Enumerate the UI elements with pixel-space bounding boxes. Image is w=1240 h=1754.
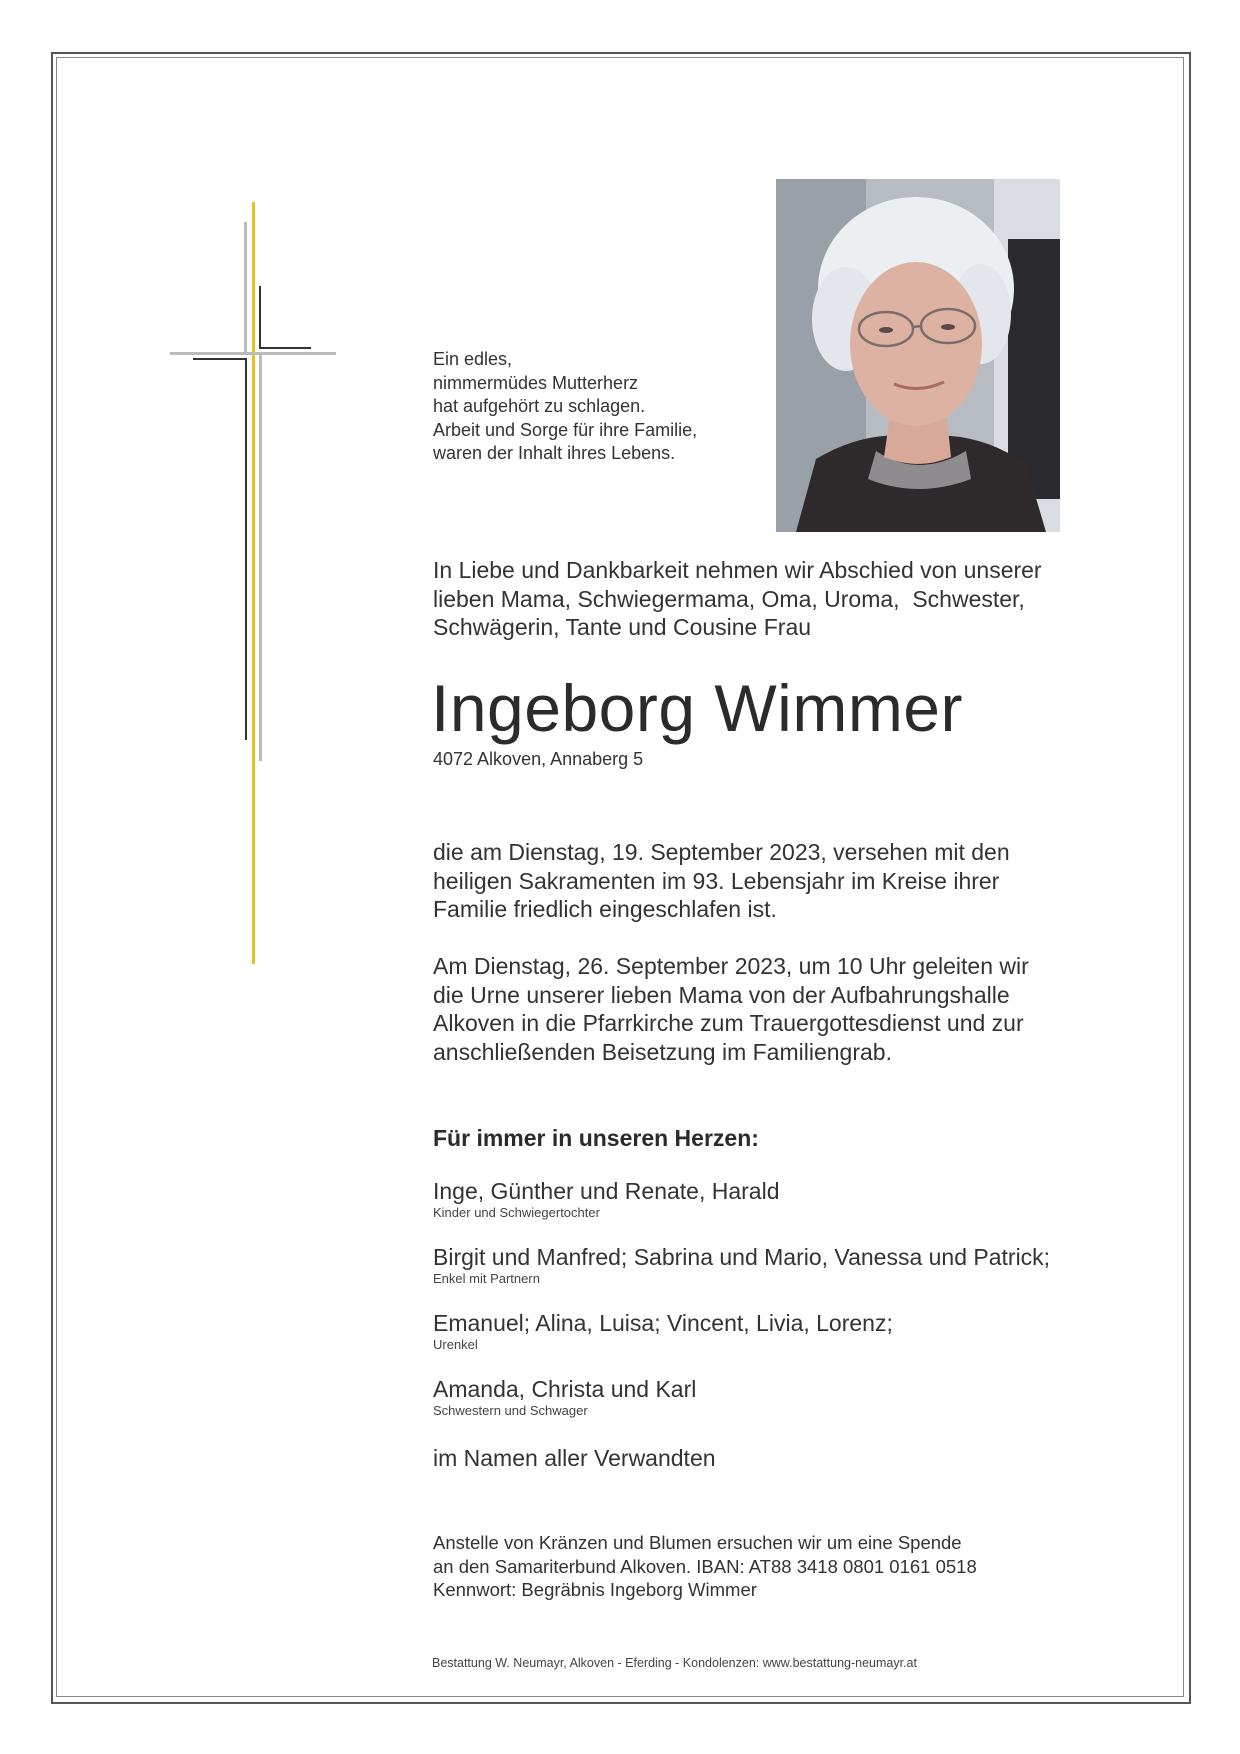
mourner-group	[433, 1178, 1133, 1221]
intro-line: Schwägerin, Tante und Cousine Frau	[433, 614, 812, 640]
funeral-notice-line: anschließenden Beisetzung im Familiengrab.	[433, 1038, 892, 1065]
poem-line: Ein edles,	[433, 349, 513, 369]
poem-line: hat aufgehört zu schlagen.	[433, 396, 646, 416]
death-notice-line: die am Dienstag, 19. September 2023, versehen mit den	[433, 839, 1010, 865]
poem	[433, 348, 753, 466]
funeral-notice	[433, 952, 1073, 1066]
poem-line: nimmermüdes Mutterherz	[433, 372, 639, 393]
funeral-notice-line: Alkoven in die Pfarrkirche zum Trauergottesdienst und zur	[433, 1010, 1024, 1036]
death-notice-line: heiligen Sakramenten im 93. Lebensjahr im Kreise ihrer	[433, 867, 1000, 894]
intro-line: In Liebe und Dankbarkeit nehmen wir Abschied von unserer	[433, 557, 1042, 583]
deceased-address: 4072 Alkoven, Annaberg 5	[433, 749, 644, 769]
mourner-group	[433, 1310, 1133, 1353]
mourner-names: Amanda, Christa und Karl	[433, 1376, 697, 1402]
mourner-names: Emanuel; Alina, Luisa; Vincent, Livia, Lorenz;	[433, 1310, 893, 1336]
mourners-heading: Für immer in unseren Herzen:	[433, 1125, 759, 1151]
intro-text	[433, 556, 1073, 642]
death-notice	[433, 838, 1073, 924]
intro-line: lieben Mama, Schwiegermama, Oma, Uroma, Schwester,	[433, 585, 1025, 612]
deceased-name: Ingeborg Wimmer	[431, 671, 963, 745]
funeral-notice-line: Am Dienstag, 26. September 2023, um 10 Uhr geleiten wir	[433, 953, 1029, 979]
portrait-photo	[776, 179, 1060, 532]
mourner-names: Birgit und Manfred; Sabrina und Mario, Vanessa und Patrick;	[433, 1244, 1051, 1270]
donation-line: Kennwort: Begräbnis Ingeborg Wimmer	[433, 1579, 757, 1600]
donation-line: Anstelle von Kränzen und Blumen ersuchen wir um eine Spende	[433, 1532, 962, 1553]
mourner-relation: Schwestern und Schwager	[433, 1403, 588, 1418]
funeral-notice-line: die Urne unserer lieben Mama von der Aufbahrungshalle	[433, 981, 1010, 1008]
donation-line: an den Samariterbund Alkoven. IBAN: AT88 3418 0801 0161 0518	[433, 1555, 977, 1577]
mourner-relation: Enkel mit Partnern	[433, 1271, 540, 1286]
mourner-group	[433, 1244, 1133, 1287]
poem-line: waren der Inhalt ihres Lebens.	[433, 443, 676, 463]
mourner-relation: Kinder und Schwiegertochter	[433, 1205, 600, 1220]
mourner-group	[433, 1376, 1133, 1419]
poem-line: Arbeit und Sorge für ihre Familie,	[433, 419, 698, 440]
mourner-names: Inge, Günther und Renate, Harald	[433, 1178, 780, 1204]
mourners-closing: im Namen aller Verwandten	[433, 1445, 716, 1471]
footer-credit: Bestattung W. Neumayr, Alkoven - Eferding - Kondolenzen: www.bestattung-neumayr.at	[432, 1656, 917, 1670]
donation-request	[433, 1531, 1073, 1602]
mourner-relation: Urenkel	[433, 1337, 478, 1352]
death-notice-line: Familie friedlich eingeschlafen ist.	[433, 896, 777, 922]
